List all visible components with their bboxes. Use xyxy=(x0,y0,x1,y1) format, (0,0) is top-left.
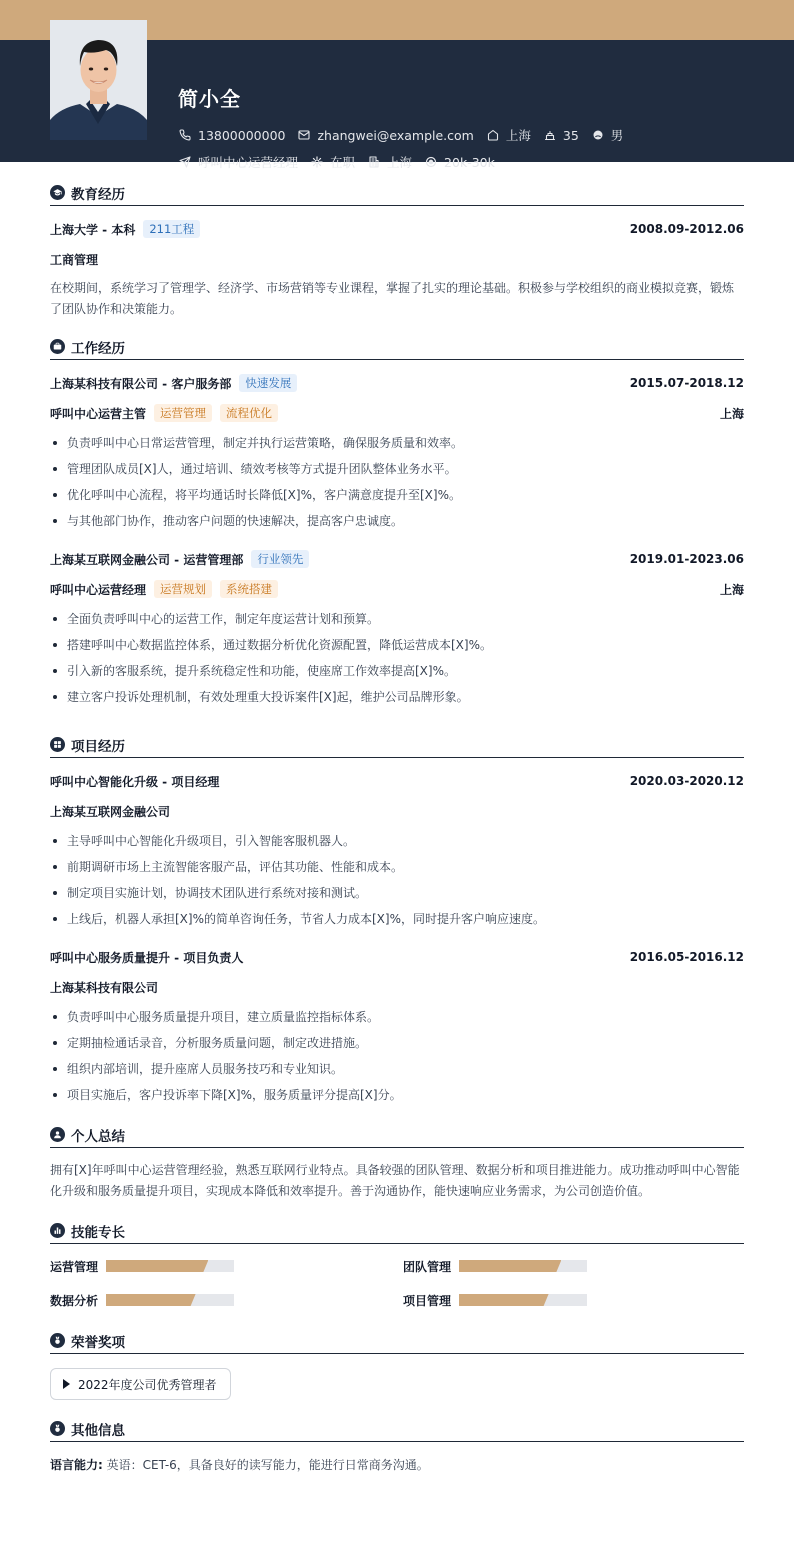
send-icon xyxy=(178,155,192,169)
skill-item xyxy=(403,1290,744,1310)
work-bullets xyxy=(50,606,744,710)
skill-item xyxy=(50,1256,403,1276)
other-header xyxy=(50,1416,744,1442)
list-item: 定期抽检通话录音，分析服务质量问题，制定改进措施。 xyxy=(50,1030,744,1056)
list-item: 主导呼叫中心智能化升级项目，引入智能客服机器人。 xyxy=(50,828,744,854)
age-item xyxy=(543,128,579,143)
skills-title: 技能专长 xyxy=(71,1224,125,1241)
list-item: 上线后，机器人承担[X]%的简单咨询任务，节省人力成本[X]%，同时提升客户响应速度。 xyxy=(50,906,744,932)
user-icon xyxy=(50,1127,65,1142)
company-tag: 行业领先 xyxy=(251,550,309,568)
gender-text: 男 xyxy=(610,128,624,143)
grid-icon xyxy=(50,737,65,752)
skills-header xyxy=(50,1218,744,1244)
list-item: 引入新的客服系统，提升系统稳定性和功能，使座席工作效率提高[X]%。 xyxy=(50,658,744,684)
project-title: 项目经历 xyxy=(71,738,125,755)
work-section xyxy=(50,334,744,710)
project-name: 呼叫中心智能化升级 - 项目经理 xyxy=(50,774,220,789)
skill-name: 项目管理 xyxy=(403,1293,452,1308)
school-tag: 211工程 xyxy=(143,220,200,238)
job-target-text: 呼叫中心运营经理 xyxy=(198,155,299,170)
project-date: 2016.05-2016.12 xyxy=(629,950,744,964)
building-icon xyxy=(367,155,381,169)
school-name: 上海大学 - 本科 xyxy=(50,222,136,237)
language-line xyxy=(50,1454,744,1476)
education-section xyxy=(50,180,744,320)
city-item xyxy=(486,126,531,144)
mail-icon xyxy=(297,128,311,142)
skill-tag: 运营规划 xyxy=(154,580,212,598)
work-date: 2015.07-2018.12 xyxy=(629,376,744,390)
status-text: 在职 xyxy=(330,155,356,170)
project-org: 上海某互联网金融公司 xyxy=(50,804,171,819)
education-entry xyxy=(50,218,744,320)
list-item: 负责呼叫中心日常运营管理，制定并执行运营策略，确保服务质量和效率。 xyxy=(50,430,744,456)
education-date: 2008.09-2012.06 xyxy=(629,222,744,236)
education-header xyxy=(50,180,744,206)
work-location: 上海 xyxy=(719,406,744,421)
list-item: 前期调研市场上主流智能客服产品，评估其功能、性能和成本。 xyxy=(50,854,744,880)
age-text: 35 xyxy=(562,127,579,143)
work-city-item xyxy=(367,153,412,171)
play-icon xyxy=(63,1379,70,1389)
skill-bar xyxy=(106,1294,234,1306)
award-text: 2022年度公司优秀管理者 xyxy=(78,1377,217,1392)
work-entry xyxy=(50,548,744,710)
list-item: 建立客户投诉处理机制，有效处理重大投诉案件[X]起，维护公司品牌形象。 xyxy=(50,684,744,710)
status-item xyxy=(310,153,355,171)
language-text: 英语：CET-6，具备良好的读写能力，能进行日常商务沟通。 xyxy=(106,1458,429,1472)
project-section xyxy=(50,732,744,1108)
job-role: 呼叫中心运营主管 xyxy=(50,406,147,421)
phone-text: 13800000000 xyxy=(198,127,286,143)
salary-text: 20k-30k xyxy=(444,154,495,170)
list-item: 负责呼叫中心服务质量提升项目，建立质量监控指标体系。 xyxy=(50,1004,744,1030)
summary-header xyxy=(50,1122,744,1148)
info-icon xyxy=(50,1421,65,1436)
gender-icon xyxy=(591,128,605,142)
portrait-image xyxy=(50,20,147,140)
graduation-cap-icon xyxy=(50,185,65,200)
skill-name: 团队管理 xyxy=(403,1259,452,1274)
gender-item xyxy=(591,126,624,144)
list-item: 组织内部培训，提升座席人员服务技巧和专业知识。 xyxy=(50,1056,744,1082)
list-item: 与其他部门协作，推动客户问题的快速解决，提高客户忠诚度。 xyxy=(50,508,744,534)
job-target-item xyxy=(178,153,298,171)
bar-chart-icon xyxy=(50,1223,65,1238)
list-item: 优化呼叫中心流程，将平均通话时长降低[X]%，客户满意度提升至[X]%。 xyxy=(50,482,744,508)
list-item: 项目实施后，客户投诉率下降[X]%，服务质量评分提高[X]分。 xyxy=(50,1082,744,1108)
briefcase-icon xyxy=(50,339,65,354)
candidate-name: 简小全 xyxy=(178,87,241,111)
job-role: 呼叫中心运营经理 xyxy=(50,582,147,597)
email-item xyxy=(297,128,473,143)
awards-section xyxy=(50,1328,744,1400)
skill-bar xyxy=(459,1294,587,1306)
skill-bar xyxy=(459,1260,587,1272)
skill-bar-fill xyxy=(459,1294,549,1306)
summary-section xyxy=(50,1122,744,1202)
project-header xyxy=(50,732,744,758)
project-name: 呼叫中心服务质量提升 - 项目负责人 xyxy=(50,950,244,965)
work-bullets xyxy=(50,430,744,534)
skill-bar-fill xyxy=(106,1260,208,1272)
job-intent-row xyxy=(178,153,507,171)
skill-bar-fill xyxy=(459,1260,561,1272)
skill-tag: 系统搭建 xyxy=(220,580,278,598)
status-icon xyxy=(310,155,324,169)
project-org: 上海某科技有限公司 xyxy=(50,980,159,995)
contact-row xyxy=(178,126,635,144)
award-item xyxy=(50,1368,231,1400)
education-title: 教育经历 xyxy=(71,186,125,203)
home-icon xyxy=(486,128,500,142)
awards-header xyxy=(50,1328,744,1354)
awards-title: 荣誉奖项 xyxy=(71,1334,125,1351)
work-city-text: 上海 xyxy=(387,155,413,170)
medal-icon xyxy=(50,1333,65,1348)
work-title: 工作经历 xyxy=(71,340,125,357)
skill-tag: 流程优化 xyxy=(220,404,278,422)
list-item: 制定项目实施计划，协调技术团队进行系统对接和测试。 xyxy=(50,880,744,906)
work-header xyxy=(50,334,744,360)
other-title: 其他信息 xyxy=(71,1422,125,1439)
education-description: 在校期间，系统学习了管理学、经济学、市场营销等专业课程，掌握了扎实的理论基础。积极参与学校组织的商业模拟竞赛，锻炼了团队协作和决策能力。 xyxy=(50,281,735,316)
skill-tag: 运营管理 xyxy=(154,404,212,422)
phone-item xyxy=(178,128,285,143)
city-text: 上海 xyxy=(505,128,531,143)
skill-item xyxy=(50,1290,403,1310)
summary-title: 个人总结 xyxy=(71,1128,125,1145)
project-date: 2020.03-2020.12 xyxy=(629,774,744,788)
skill-bar xyxy=(106,1260,234,1272)
salary-item xyxy=(424,155,495,170)
major-name: 工商管理 xyxy=(50,252,99,267)
cake-icon xyxy=(543,128,557,142)
skill-name: 运营管理 xyxy=(50,1259,99,1274)
skills-grid xyxy=(50,1256,744,1310)
skill-name: 数据分析 xyxy=(50,1293,99,1308)
profile-photo xyxy=(50,20,147,140)
work-date: 2019.01-2023.06 xyxy=(629,552,744,566)
target-icon xyxy=(424,155,438,169)
project-bullets xyxy=(50,828,744,932)
project-bullets xyxy=(50,1004,744,1108)
list-item: 全面负责呼叫中心的运营工作，制定年度运营计划和预算。 xyxy=(50,606,744,632)
work-entry xyxy=(50,372,744,534)
summary-text: 拥有[X]年呼叫中心运营管理经验，熟悉互联网行业特点。具备较强的团队管理、数据分析和项目推进能力。成功推动呼叫中心智能化升级和服务质量提升项目，实现成本降低和效率提升。善于沟通协作，能快速响应业务需求，为公司创造价值。 xyxy=(50,1163,740,1198)
phone-icon xyxy=(178,128,192,142)
work-location: 上海 xyxy=(719,582,744,597)
list-item: 管理团队成员[X]人，通过培训、绩效考核等方式提升团队整体业务水平。 xyxy=(50,456,744,482)
list-item: 搭建呼叫中心数据监控体系，通过数据分析优化资源配置，降低运营成本[X]%。 xyxy=(50,632,744,658)
skill-bar-fill xyxy=(106,1294,196,1306)
skill-item xyxy=(403,1256,744,1276)
company-tag: 快速发展 xyxy=(239,374,297,392)
project-entry xyxy=(50,770,744,932)
company-name: 上海某科技有限公司 - 客户服务部 xyxy=(50,376,232,391)
project-entry xyxy=(50,946,744,1108)
email-text: zhangwei@example.com xyxy=(317,127,474,143)
language-label: 语言能力: xyxy=(50,1458,103,1472)
resume-content xyxy=(50,180,744,1490)
other-section xyxy=(50,1416,744,1476)
skills-section xyxy=(50,1218,744,1310)
company-name: 上海某互联网金融公司 - 运营管理部 xyxy=(50,552,244,567)
